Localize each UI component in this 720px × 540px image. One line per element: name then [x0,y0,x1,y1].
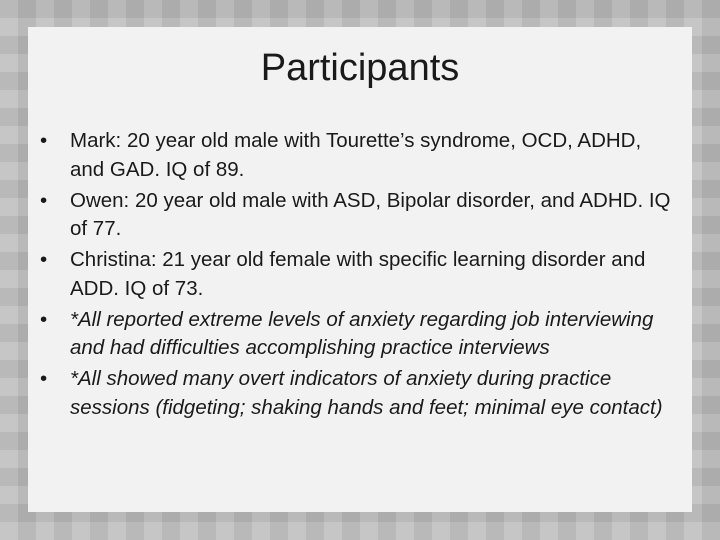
bullet-icon: • [40,248,48,271]
bullet-item-anxiety-indicators [40,365,676,422]
bullet-item-owen [40,187,676,244]
slide-title: Participants [260,47,460,89]
bullet-icon: • [40,129,48,152]
bullet-text: Christina: 21 year old female with specific learning disorder and ADD. IQ of 73. [70,248,646,300]
bullet-item-anxiety-reported [40,306,676,363]
bullet-text: *All reported extreme levels of anxiety regarding job interviewing and had difficulties accomplishing practice interviews [70,307,654,359]
bullet-text: Mark: 20 year old male with Tourette’s syndrome, OCD, ADHD, and GAD. IQ of 89. [70,129,642,181]
bullet-list [40,127,676,425]
bullet-text: Owen: 20 year old male with ASD, Bipolar disorder, and ADHD. IQ of 77. [70,188,671,240]
bullet-item-mark [40,127,676,184]
bullet-icon: • [40,188,48,212]
bullet-item-christina [40,246,676,303]
bullet-icon: • [40,367,48,390]
bullet-text: *All showed many overt indicators of anxiety during practice sessions (fidgeting; shaking hands and feet; minimal eye contact) [70,367,663,419]
bullet-icon: • [40,307,48,331]
content-panel [28,27,692,512]
